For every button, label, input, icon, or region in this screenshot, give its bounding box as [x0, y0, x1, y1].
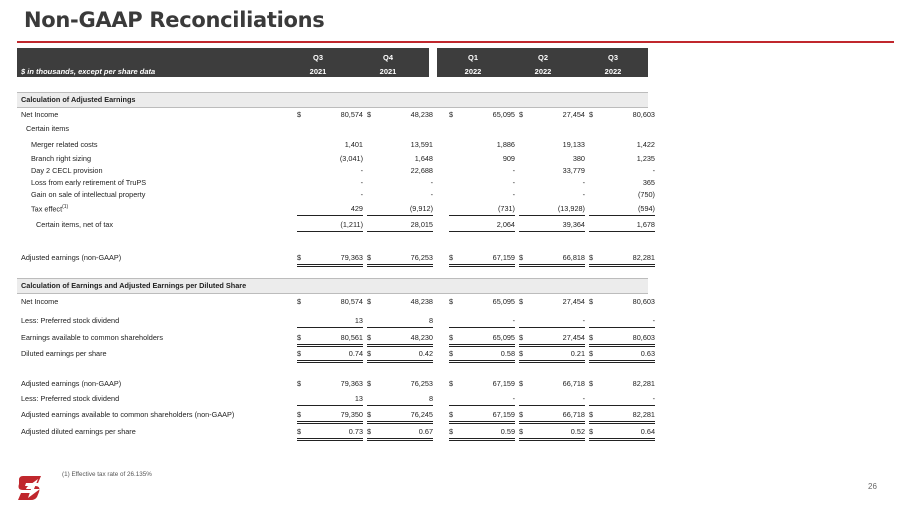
cell-value: 19,133: [562, 140, 585, 149]
table-row: [17, 140, 655, 152]
cell-value: 13,591: [410, 140, 433, 149]
header-quarter: Q1: [467, 53, 478, 62]
table-row: [17, 349, 655, 361]
currency-symbol: $: [297, 410, 302, 419]
cell-value: (594): [637, 204, 655, 213]
value-cell: [367, 410, 433, 424]
value-cell: [589, 427, 655, 441]
cell-value: -: [360, 178, 363, 187]
value-cell: [589, 253, 655, 267]
cell-value: (731): [497, 204, 515, 213]
currency-symbol: $: [589, 379, 594, 388]
currency-symbol: $: [449, 427, 454, 436]
value-cell: [297, 316, 363, 328]
cell-value: -: [360, 166, 363, 175]
header-year: 2021: [309, 67, 327, 76]
cell-value: 22,688: [410, 166, 433, 175]
cell-value: -: [652, 394, 655, 403]
currency-symbol: $: [449, 333, 454, 342]
value-cell: [519, 204, 585, 216]
value-cell: [367, 154, 433, 165]
cell-value: 28,015: [410, 220, 433, 229]
currency-symbol: $: [367, 333, 372, 342]
currency-symbol: $: [519, 427, 524, 436]
value-cell: [449, 394, 515, 406]
value-cell: [297, 140, 363, 151]
table-row: [17, 316, 655, 328]
value-cell: [589, 140, 655, 151]
value-cell: [449, 140, 515, 151]
value-cell: [297, 333, 363, 347]
currency-symbol: $: [367, 379, 372, 388]
row-label: [21, 316, 119, 325]
cell-value: (9,912): [409, 204, 433, 213]
cell-value: -: [512, 178, 515, 187]
value-cell: [519, 220, 585, 232]
value-cell: [589, 220, 655, 232]
value-cell: [367, 394, 433, 406]
currency-symbol: $: [449, 110, 454, 119]
currency-symbol: $: [449, 297, 454, 306]
currency-symbol: $: [589, 410, 594, 419]
currency-symbol: $: [589, 427, 594, 436]
cell-value: (13,928): [557, 204, 585, 213]
cell-value: 65,095: [492, 297, 515, 306]
currency-symbol: $: [297, 110, 302, 119]
value-cell: [519, 166, 585, 177]
value-cell: [449, 297, 515, 308]
currency-symbol: $: [449, 349, 454, 358]
cell-value: -: [582, 190, 585, 199]
cell-value: 82,281: [632, 410, 655, 419]
table-row: [17, 190, 655, 202]
value-cell: [449, 427, 515, 441]
cell-value: 33,779: [562, 166, 585, 175]
currency-symbol: $: [589, 253, 594, 262]
cell-value: 65,095: [492, 110, 515, 119]
cell-value: 76,253: [410, 253, 433, 262]
title-rule: [17, 41, 894, 43]
cell-value: -: [512, 394, 515, 403]
units-label: $ in thousands, except per share data: [21, 67, 156, 76]
cell-value: 27,454: [562, 110, 585, 119]
cell-value: -: [582, 178, 585, 187]
cell-value: -: [360, 190, 363, 199]
cell-value: (1,211): [340, 220, 363, 229]
cell-value: -: [430, 178, 433, 187]
row-label-text: Net Income: [21, 297, 59, 306]
cell-value: 66,718: [562, 410, 585, 419]
cell-value: 1,886: [496, 140, 515, 149]
value-cell: [297, 110, 363, 121]
cell-value: 80,603: [632, 297, 655, 306]
footnote: (1) Effective tax rate of 26.135%: [62, 471, 152, 478]
cell-value: 2,064: [496, 220, 515, 229]
value-cell: [449, 316, 515, 328]
cell-value: 1,401: [344, 140, 363, 149]
table-row: [17, 333, 655, 345]
value-cell: [297, 253, 363, 267]
value-cell: [589, 178, 655, 189]
currency-symbol: $: [297, 297, 302, 306]
currency-symbol: $: [367, 253, 372, 262]
cell-value: 79,363: [340, 379, 363, 388]
value-cell: [519, 190, 585, 201]
value-cell: [297, 190, 363, 201]
value-cell: [519, 140, 585, 151]
currency-symbol: $: [519, 410, 524, 419]
row-label: [21, 253, 121, 262]
cell-value: 76,253: [410, 379, 433, 388]
cell-value: 0.67: [418, 427, 433, 436]
footnote-marker: (1): [62, 204, 69, 210]
cell-value: 8: [428, 316, 433, 325]
currency-symbol: $: [519, 379, 524, 388]
value-cell: [367, 333, 433, 347]
cell-value: -: [512, 166, 515, 175]
value-cell: [297, 220, 363, 232]
cell-value: 80,603: [632, 110, 655, 119]
table-row: [17, 204, 655, 216]
value-cell: [589, 190, 655, 201]
cell-value: 82,281: [632, 253, 655, 262]
cell-value: 13: [354, 394, 363, 403]
cell-value: 48,238: [410, 297, 433, 306]
currency-symbol: $: [297, 349, 302, 358]
value-cell: [367, 220, 433, 232]
currency-symbol: $: [297, 379, 302, 388]
cell-value: -: [652, 316, 655, 325]
value-cell: [449, 333, 515, 347]
value-cell: [449, 166, 515, 177]
value-cell: [449, 379, 515, 390]
cell-value: 27,454: [562, 297, 585, 306]
value-cell: [367, 140, 433, 151]
table-row: [17, 220, 655, 232]
cell-value: 0.63: [640, 349, 655, 358]
value-cell: [367, 166, 433, 177]
row-label-text: Branch right sizing: [31, 154, 92, 163]
value-cell: [367, 190, 433, 201]
value-cell: [519, 253, 585, 267]
value-cell: [589, 394, 655, 406]
row-label-text: Adjusted earnings (non-GAAP): [21, 379, 122, 388]
currency-symbol: $: [449, 379, 454, 388]
header-quarter: Q3: [607, 53, 618, 62]
value-cell: [449, 204, 515, 216]
section-title: Calculation of Earnings and Adjusted Earnings per Diluted Share: [21, 281, 247, 290]
header-year: 2022: [464, 67, 482, 76]
value-cell: [519, 379, 585, 390]
value-cell: [449, 110, 515, 121]
cell-value: 79,350: [340, 410, 363, 419]
cell-value: 66,818: [562, 253, 585, 262]
currency-symbol: $: [367, 110, 372, 119]
row-label: [21, 110, 58, 119]
row-label-text: Diluted earnings per share: [21, 349, 107, 358]
currency-symbol: $: [367, 427, 372, 436]
page-number: 26: [868, 482, 877, 491]
value-cell: [297, 178, 363, 189]
value-cell: [449, 190, 515, 201]
cell-value: 0.42: [418, 349, 433, 358]
cell-value: 82,281: [632, 379, 655, 388]
cell-value: 48,238: [410, 110, 433, 119]
currency-symbol: $: [519, 349, 524, 358]
cell-value: 0.21: [570, 349, 585, 358]
row-label-text: Adjusted earnings (non-GAAP): [21, 253, 122, 262]
table-row: [17, 379, 655, 391]
value-cell: [519, 410, 585, 424]
value-cell: [589, 410, 655, 424]
value-cell: [297, 154, 363, 165]
currency-symbol: $: [367, 297, 372, 306]
value-cell: [519, 394, 585, 406]
value-cell: [519, 154, 585, 165]
table-row: [17, 253, 655, 265]
value-cell: [519, 349, 585, 363]
cell-value: 1,678: [636, 220, 655, 229]
currency-symbol: $: [367, 349, 372, 358]
currency-symbol: $: [519, 253, 524, 262]
currency-symbol: $: [297, 333, 302, 342]
value-cell: [297, 379, 363, 390]
value-cell: [297, 349, 363, 363]
currency-symbol: $: [589, 297, 594, 306]
row-label: [21, 379, 121, 388]
value-cell: [589, 204, 655, 216]
value-cell: [367, 349, 433, 363]
value-cell: [519, 178, 585, 189]
value-cell: [297, 410, 363, 424]
table-row: [17, 394, 655, 406]
value-cell: [589, 379, 655, 390]
currency-symbol: $: [519, 110, 524, 119]
cell-value: 80,603: [632, 333, 655, 342]
row-label: [31, 190, 145, 199]
value-cell: [519, 316, 585, 328]
cell-value: -: [652, 166, 655, 175]
value-cell: [449, 253, 515, 267]
cell-value: -: [430, 190, 433, 199]
value-cell: [367, 316, 433, 328]
cell-value: 67,159: [492, 379, 515, 388]
cell-value: 0.59: [500, 427, 515, 436]
company-logo: [16, 474, 44, 502]
value-cell: [367, 427, 433, 441]
header-quarter: Q4: [382, 53, 393, 62]
row-label: [31, 154, 91, 163]
value-cell: [519, 297, 585, 308]
table-row: [17, 154, 655, 166]
row-label: [21, 394, 119, 403]
value-cell: [367, 297, 433, 308]
currency-symbol: $: [297, 427, 302, 436]
value-cell: [519, 333, 585, 347]
cell-value: 0.74: [348, 349, 363, 358]
cell-value: 429: [350, 204, 363, 213]
value-cell: [589, 349, 655, 363]
cell-value: 67,159: [492, 410, 515, 419]
cell-value: 27,454: [562, 333, 585, 342]
row-label: [31, 204, 68, 213]
value-cell: [519, 427, 585, 441]
row-label-text: Loss from early retirement of TruPS: [31, 178, 147, 187]
row-label: [21, 410, 234, 419]
cell-value: (3,041): [339, 154, 363, 163]
header-quarter: Q3: [312, 53, 323, 62]
cell-value: 67,159: [492, 253, 515, 262]
currency-symbol: $: [519, 297, 524, 306]
row-label-text: Less: Preferred stock dividend: [21, 394, 120, 403]
header-year: 2022: [604, 67, 622, 76]
row-label-text: Adjusted earnings available to common shareholders (non-GAAP): [21, 410, 235, 419]
value-cell: [589, 333, 655, 347]
row-label-text: Adjusted diluted earnings per share: [21, 427, 136, 436]
cell-value: -: [512, 190, 515, 199]
value-cell: [367, 379, 433, 390]
cell-value: (750): [637, 190, 655, 199]
table-row: [17, 110, 655, 122]
row-label-text: Earnings available to common shareholders: [21, 333, 163, 342]
value-cell: [589, 316, 655, 328]
row-label: [21, 349, 107, 358]
cell-value: 1,648: [414, 154, 433, 163]
cell-value: 80,574: [340, 297, 363, 306]
table-row: [17, 124, 648, 136]
header-quarter: Q2: [537, 53, 548, 62]
cell-value: 66,718: [562, 379, 585, 388]
section-adjusted-earnings: [17, 92, 648, 108]
row-label-text: Tax effect: [31, 204, 63, 214]
cell-value: 79,363: [340, 253, 363, 262]
row-label: [31, 166, 103, 175]
value-cell: [519, 110, 585, 121]
row-label: [26, 124, 69, 133]
row-label-text: Less: Preferred stock dividend: [21, 316, 120, 325]
value-cell: [367, 178, 433, 189]
currency-symbol: $: [367, 410, 372, 419]
header-year: 2022: [534, 67, 552, 76]
value-cell: [367, 204, 433, 216]
cell-value: 380: [572, 154, 585, 163]
currency-symbol: $: [449, 410, 454, 419]
cell-value: 0.73: [348, 427, 363, 436]
value-cell: [589, 166, 655, 177]
cell-value: 48,230: [410, 333, 433, 342]
table-row: [17, 297, 655, 309]
currency-symbol: $: [589, 333, 594, 342]
row-label-text: Certain items: [26, 124, 69, 133]
header-year: 2021: [379, 67, 397, 76]
row-label: [36, 220, 113, 229]
value-cell: [449, 154, 515, 165]
value-cell: [297, 427, 363, 441]
row-label-text: Day 2 CECL provision: [31, 166, 103, 175]
row-label-text: Gain on sale of intellectual property: [31, 190, 146, 199]
cell-value: 0.58: [500, 349, 515, 358]
row-label-text: Net Income: [21, 110, 59, 119]
section-eps: [17, 278, 648, 294]
value-cell: [589, 297, 655, 308]
table-row: [17, 410, 655, 422]
row-label: [21, 427, 136, 436]
value-cell: [589, 110, 655, 121]
cell-value: 39,364: [562, 220, 585, 229]
table-row: [17, 427, 655, 439]
value-cell: [449, 410, 515, 424]
row-label-text: Merger related costs: [31, 140, 98, 149]
row-label: [31, 140, 98, 149]
cell-value: 80,574: [340, 110, 363, 119]
row-label-text: Certain items, net of tax: [36, 220, 114, 229]
value-cell: [367, 253, 433, 267]
cell-value: 8: [428, 394, 433, 403]
value-cell: [297, 394, 363, 406]
currency-symbol: $: [519, 333, 524, 342]
cell-value: 13: [354, 316, 363, 325]
value-cell: [367, 110, 433, 121]
value-cell: [297, 204, 363, 216]
value-cell: [449, 178, 515, 189]
row-label: [21, 333, 163, 342]
currency-symbol: $: [589, 349, 594, 358]
cell-value: 0.52: [570, 427, 585, 436]
currency-symbol: $: [449, 253, 454, 262]
row-label: [31, 178, 146, 187]
cell-value: -: [582, 394, 585, 403]
value-cell: [589, 154, 655, 165]
row-label: [21, 297, 58, 306]
page-title: Non-GAAP Reconciliations: [24, 8, 325, 32]
value-cell: [449, 349, 515, 363]
cell-value: -: [582, 316, 585, 325]
value-cell: [297, 166, 363, 177]
cell-value: 76,245: [410, 410, 433, 419]
value-cell: [297, 297, 363, 308]
table-row: [17, 166, 655, 178]
currency-symbol: $: [589, 110, 594, 119]
cell-value: 0.64: [640, 427, 655, 436]
value-cell: [449, 220, 515, 232]
cell-value: 1,235: [636, 154, 655, 163]
section-title: Calculation of Adjusted Earnings: [21, 95, 136, 104]
cell-value: 365: [642, 178, 655, 187]
currency-symbol: $: [297, 253, 302, 262]
table-row: [17, 178, 655, 190]
cell-value: 80,561: [340, 333, 363, 342]
cell-value: 65,095: [492, 333, 515, 342]
cell-value: 1,422: [636, 140, 655, 149]
cell-value: -: [512, 316, 515, 325]
cell-value: 909: [502, 154, 515, 163]
